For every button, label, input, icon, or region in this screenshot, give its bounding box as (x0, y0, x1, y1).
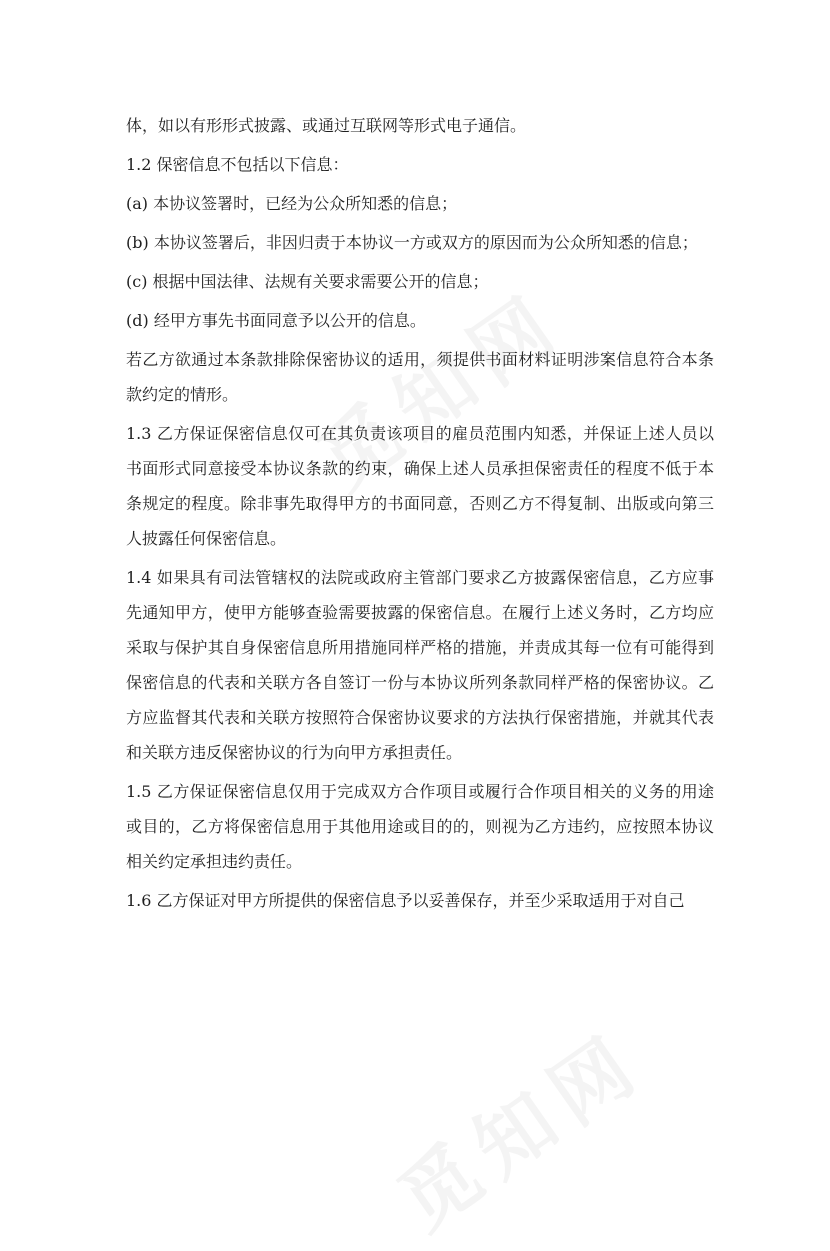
clause-1-2-exclusion-note: 若乙方欲通过本条款排除保密协议的适用，须提供书面材料证明涉案信息符合本条款约定的情形。 (126, 350, 714, 404)
clause-1-5: 1.5 乙方保证保密信息仅用于完成双方合作项目或履行合作项目相关的义务的用途或目的，乙方将保密信息用于其他用途或目的的，则视为乙方违约，应按照本协议相关约定承担违约责任。 (126, 782, 714, 871)
clause-1-2-item-b: (b) 本协议签署后，非因归责于本协议一方或双方的原因而为公众所知悉的信息； (126, 233, 698, 252)
clause-1-2-item-d: (d) 经甲方事先书面同意予以公开的信息。 (126, 311, 426, 330)
clause-1-2-heading: 1.2 保密信息不包括以下信息： (126, 155, 349, 174)
clause-1-2-item-a: (a) 本协议签署时，已经为公众所知悉的信息； (126, 194, 458, 213)
clause-1-6: 1.6 乙方保证对甲方所提供的保密信息予以妥善保存，并至少采取适用于对自己 (126, 891, 685, 910)
paragraph-continuation: 体，如以有形形式披露、或通过互联网等形式电子通信。 (126, 116, 527, 135)
clause-1-3: 1.3 乙方保证保密信息仅可在其负责该项目的雇员范围内知悉，并保证上述人员以书面形式同意接受本协议条款的约束，确保上述人员承担保密责任的程度不低于本条规定的程度。除非事先取得甲方的书面同意，否则乙方不得复制、出版或向第三人披露任何保密信息。 (126, 424, 714, 548)
watermark (373, 1001, 663, 1251)
clause-1-4: 1.4 如果具有司法管辖权的法院或政府主管部门要求乙方披露保密信息，乙方应事先通知甲方，使甲方能够查验需要披露的保密信息。在履行上述义务时，乙方均应采取与保护其自身保密信息所用措施同样严格的措施，并责成其每一位有可能得到保密信息的代表和关联方各自签订一份与本协议所列条款同样严格的保密协议。乙方应监督其代表和关联方按照符合保密协议要求的方法执行保密措施，并就其代表和关联方违反保密协议的行为向甲方承担责任。 (126, 568, 714, 762)
clause-1-2-item-c: (c) 根据中国法律、法规有关要求需要公开的信息； (126, 272, 489, 291)
document-body (126, 108, 714, 922)
